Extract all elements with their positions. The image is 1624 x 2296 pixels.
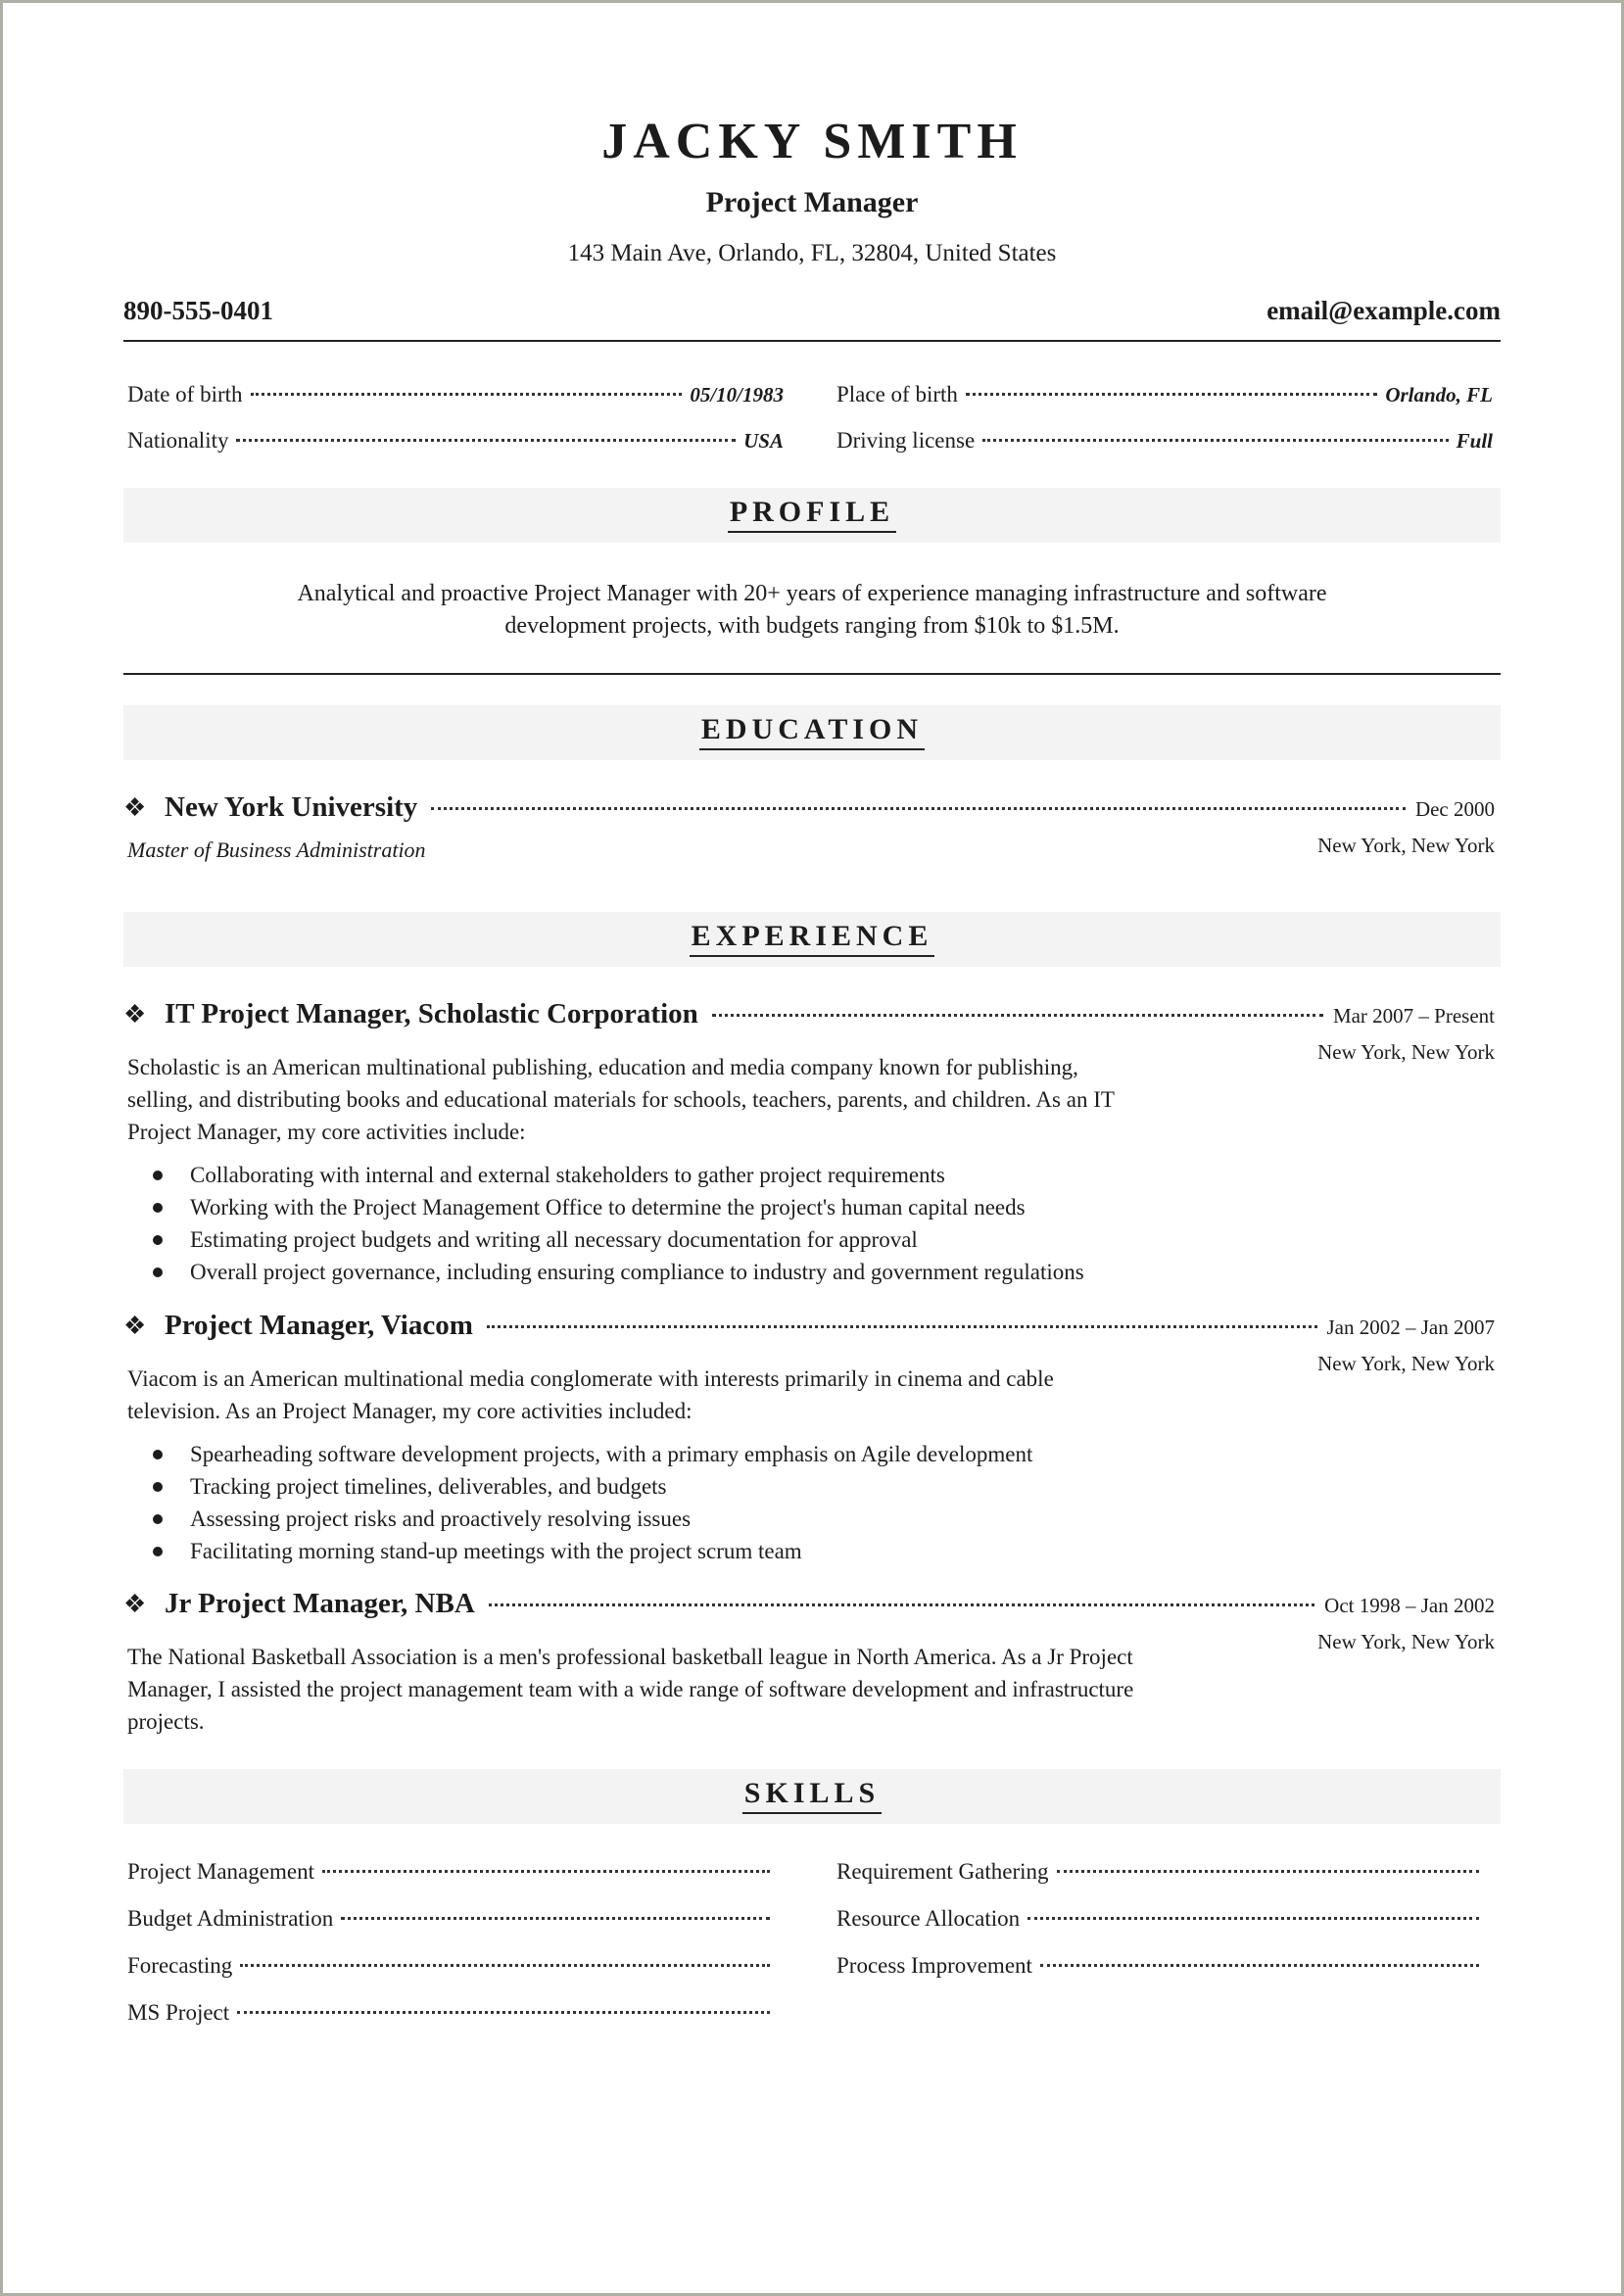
header-divider xyxy=(123,340,1501,342)
leader-dots xyxy=(1040,1964,1479,1967)
job-date: Jan 2002 – Jan 2007 xyxy=(1326,1315,1495,1339)
description-line: projects. xyxy=(127,1709,205,1734)
education-entry-head xyxy=(123,791,1501,824)
job-date: Mar 2007 – Present xyxy=(1332,1004,1495,1028)
job-entry-head xyxy=(123,1310,1501,1342)
leader-dots xyxy=(251,393,683,396)
description-line: selling, and distributing books and educational materials for schools, teachers, parents, and children. As an IT xyxy=(127,1087,1115,1112)
email-address[interactable]: email@example.com xyxy=(1266,296,1501,325)
pob-label: Place of birth xyxy=(836,382,958,407)
leader-dots xyxy=(236,439,736,442)
profile-line: development projects, with budgets ranging from $10k to $1.5M. xyxy=(504,613,1120,639)
description-line: television. As an Project Manager, my core activities included: xyxy=(127,1399,693,1423)
section-skills xyxy=(123,1769,1501,1824)
leader-dots xyxy=(487,1325,1317,1328)
candidate-address: 143 Main Ave, Orlando, FL, 32804, United States xyxy=(567,240,1057,266)
leader-dots xyxy=(1057,1870,1479,1873)
leader-dots xyxy=(982,439,1448,442)
job-title: IT Project Manager, Scholastic Corporation xyxy=(165,998,698,1029)
bullet-item: Overall project governance, including ensuring compliance to industry and government regulations xyxy=(190,1256,1084,1288)
description-line: Project Manager, my core activities include: xyxy=(127,1120,526,1144)
job-location: New York, New York xyxy=(1317,1352,1495,1375)
leader-dots xyxy=(712,1014,1323,1017)
bullet-item: Spearheading software development projects, with a primary emphasis on Agile development xyxy=(190,1438,1032,1470)
bullet-item: Assessing project risks and proactively resolving issues xyxy=(190,1503,1032,1535)
pob-value: Orlando, FL xyxy=(1385,383,1493,407)
job-bullets xyxy=(127,1159,1084,1288)
skill-item xyxy=(127,1859,770,1885)
skill-name: Budget Administration xyxy=(127,1906,334,1931)
leader-dots xyxy=(341,1917,770,1920)
resume-page xyxy=(123,0,1501,2296)
candidate-name: JACKY SMITH xyxy=(601,114,1023,169)
candidate-title: Project Manager xyxy=(705,186,919,218)
leader-dots xyxy=(322,1870,770,1873)
profile-divider xyxy=(123,673,1501,675)
job-bullets xyxy=(127,1438,1032,1567)
bullet-item: Working with the Project Management Office to determine the project's human capital needs xyxy=(190,1191,1084,1223)
skill-item xyxy=(836,1859,1479,1885)
education-date: Dec 2000 xyxy=(1414,797,1495,821)
description-line: Viacom is an American multinational media conglomerate with interests primarily in cinema and cable xyxy=(127,1366,1054,1391)
license-value: Full xyxy=(1456,429,1493,453)
dob-row xyxy=(127,382,784,407)
job-description xyxy=(127,1641,1234,1738)
job-description xyxy=(127,1051,1234,1148)
skill-item xyxy=(127,1906,770,1932)
four-diamond-icon: ❖ xyxy=(123,1000,147,1028)
bullet-item: Collaborating with internal and external stakeholders to gather project requirements xyxy=(190,1159,1084,1191)
degree-name: Master of Business Administration xyxy=(127,837,426,862)
profile-summary xyxy=(123,578,1501,643)
job-entry-head xyxy=(123,1588,1501,1620)
bullet-item: Tracking project timelines, deliverables, and budgets xyxy=(190,1470,1032,1503)
job-title: Jr Project Manager, NBA xyxy=(165,1588,475,1619)
skill-item xyxy=(836,1906,1479,1932)
school-name: New York University xyxy=(165,791,418,823)
dob-value: 05/10/1983 xyxy=(690,383,784,407)
leader-dots xyxy=(489,1603,1314,1606)
job-title: Project Manager, Viacom xyxy=(165,1310,473,1341)
license-label: Driving license xyxy=(836,428,976,453)
nationality-label: Nationality xyxy=(127,428,229,453)
section-education xyxy=(123,705,1501,760)
four-diamond-icon: ❖ xyxy=(123,1312,147,1340)
skill-name: Forecasting xyxy=(127,1953,233,1978)
nationality-value: USA xyxy=(743,429,784,453)
pob-row xyxy=(836,382,1493,407)
section-title-profile: PROFILE xyxy=(728,498,896,533)
license-row xyxy=(836,428,1493,454)
job-location: New York, New York xyxy=(1317,1040,1495,1064)
job-entry-head xyxy=(123,998,1501,1030)
leader-dots xyxy=(431,807,1406,810)
section-title-education: EDUCATION xyxy=(699,715,925,750)
leader-dots xyxy=(1027,1917,1479,1920)
job-date: Oct 1998 – Jan 2002 xyxy=(1324,1594,1495,1617)
four-diamond-icon: ❖ xyxy=(123,1590,147,1618)
contact-row xyxy=(123,296,1501,326)
phone-number[interactable]: 890-555-0401 xyxy=(123,296,273,325)
description-line: Scholastic is an American multinational publishing, education and media company known for publishing, xyxy=(127,1055,1078,1079)
section-profile xyxy=(123,488,1501,543)
section-title-experience: EXPERIENCE xyxy=(690,922,935,957)
leader-dots xyxy=(237,2011,770,2014)
profile-line: Analytical and proactive Project Manager with 20+ years of experience managing infrastructure and software xyxy=(297,581,1327,606)
leader-dots xyxy=(966,393,1377,396)
section-experience xyxy=(123,912,1501,967)
job-location: New York, New York xyxy=(1317,1630,1495,1653)
four-diamond-icon: ❖ xyxy=(123,793,147,822)
bullet-item: Estimating project budgets and writing all necessary documentation for approval xyxy=(190,1223,1084,1256)
dob-label: Date of birth xyxy=(127,382,243,407)
description-line: Manager, I assisted the project management team with a wide range of software development and infrastructure xyxy=(127,1677,1134,1701)
education-location: New York, New York xyxy=(1317,834,1495,857)
skill-name: Process Improvement xyxy=(836,1953,1032,1978)
bullet-item: Facilitating morning stand-up meetings with the project scrum team xyxy=(190,1535,1032,1567)
skill-item xyxy=(127,2000,770,2026)
description-line: The National Basketball Association is a men's professional basketball league in North America. As a Jr Project xyxy=(127,1645,1133,1669)
skill-name: Requirement Gathering xyxy=(836,1859,1049,1884)
job-description xyxy=(127,1363,1234,1427)
skill-item xyxy=(836,1953,1479,1979)
skill-item xyxy=(127,1953,770,1979)
skill-name: Resource Allocation xyxy=(836,1906,1021,1931)
leader-dots xyxy=(240,1964,770,1967)
nationality-row xyxy=(127,428,784,454)
section-title-skills: SKILLS xyxy=(742,1779,882,1814)
skill-name: Project Management xyxy=(127,1859,314,1884)
skill-name: MS Project xyxy=(127,2000,230,2025)
